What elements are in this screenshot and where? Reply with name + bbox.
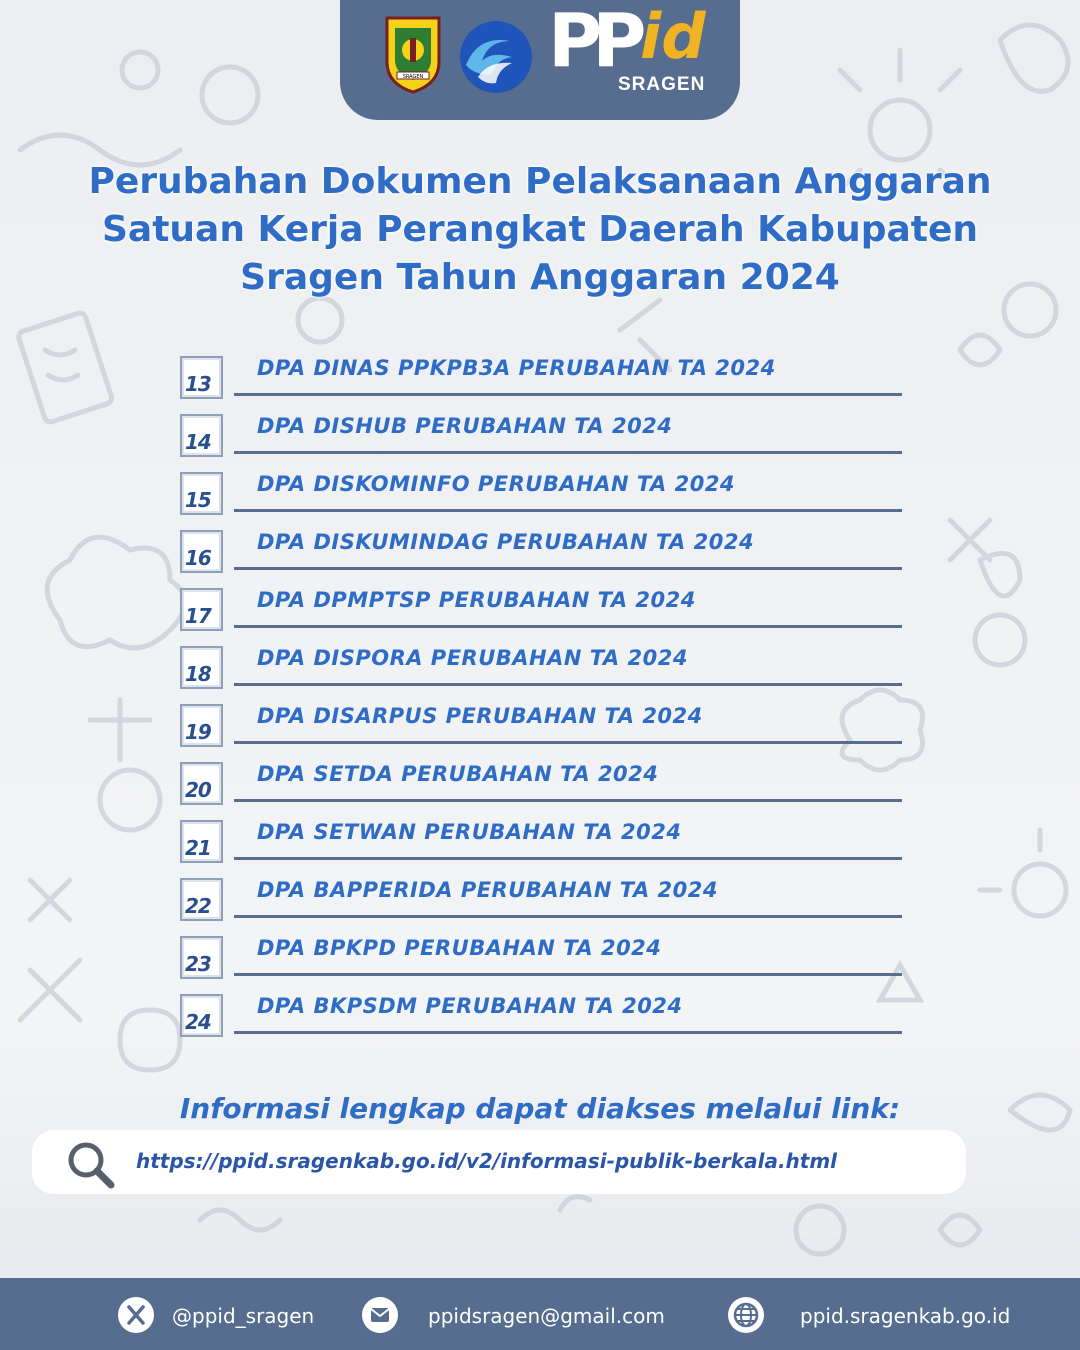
- item-label: DPA DISPORA PERUBAHAN TA 2024: [257, 646, 688, 670]
- globe-icon: [728, 1297, 764, 1333]
- list-item[interactable]: [180, 994, 902, 1042]
- page-title: [40, 158, 1040, 302]
- item-number: 14: [185, 430, 211, 454]
- item-label: DPA SETDA PERUBAHAN TA 2024: [257, 762, 659, 786]
- item-underline: [234, 625, 902, 628]
- item-number: 23: [185, 952, 211, 976]
- list-item[interactable]: [180, 762, 902, 810]
- item-label: DPA DISHUB PERUBAHAN TA 2024: [257, 414, 673, 438]
- footer-website-url: ppid.sragenkab.go.id: [800, 1304, 1011, 1328]
- list-item[interactable]: [180, 820, 902, 868]
- info-text: Informasi lengkap dapat diakses melalui link:: [179, 1092, 901, 1125]
- item-number: 20: [185, 778, 211, 802]
- list-item[interactable]: [180, 936, 902, 984]
- item-number: 22: [185, 894, 211, 918]
- item-number: 13: [185, 372, 211, 396]
- ppid-sragen-logo: [548, 0, 718, 96]
- item-number: 24: [185, 1010, 211, 1034]
- item-number: 15: [185, 488, 211, 512]
- item-number-box: [180, 646, 223, 689]
- item-label: DPA BPKPD PERUBAHAN TA 2024: [257, 936, 662, 960]
- x-icon: [118, 1297, 154, 1333]
- item-number-box: [180, 936, 223, 979]
- item-number-box: [180, 414, 223, 457]
- item-number-box: [180, 762, 223, 805]
- item-underline: [234, 857, 902, 860]
- svg-text:SRAGEN: SRAGEN: [402, 74, 424, 80]
- item-underline: [234, 567, 902, 570]
- item-number: 16: [185, 546, 211, 570]
- title-line-3: Sragen Tahun Anggaran 2024: [240, 257, 840, 298]
- title-line-2: Satuan Kerja Perangkat Daerah Kabupaten: [101, 209, 979, 250]
- item-number: 18: [185, 662, 211, 686]
- item-number-box: [180, 820, 223, 863]
- search-icon: [66, 1140, 118, 1190]
- kominfo-logo-icon: [458, 19, 534, 95]
- item-label: DPA SETWAN PERUBAHAN TA 2024: [257, 820, 682, 844]
- item-number-box: [180, 704, 223, 747]
- item-underline: [234, 915, 902, 918]
- title-line-1: Perubahan Dokumen Pelaksanaan Anggaran: [88, 161, 992, 202]
- item-number: 17: [185, 604, 211, 628]
- item-number-box: [180, 994, 223, 1037]
- item-underline: [234, 799, 902, 802]
- item-number: 21: [185, 836, 211, 860]
- list-item[interactable]: [180, 530, 902, 578]
- item-underline: [234, 683, 902, 686]
- ppid-logo-id: id: [640, 0, 706, 73]
- ppid-logo-subtitle: SRAGEN: [618, 74, 706, 95]
- item-label: DPA DISKOMINFO PERUBAHAN TA 2024: [257, 472, 736, 496]
- list-item[interactable]: [180, 878, 902, 926]
- ppid-logo-text: PP: [548, 0, 637, 84]
- item-number: 19: [185, 720, 211, 744]
- item-label: DPA DISARPUS PERUBAHAN TA 2024: [257, 704, 703, 728]
- sragen-crest-icon: [383, 14, 443, 96]
- item-underline: [234, 973, 902, 976]
- list-item[interactable]: [180, 356, 902, 404]
- item-label: DPA DPMPTSP PERUBAHAN TA 2024: [257, 588, 696, 612]
- list-item[interactable]: [180, 414, 902, 462]
- item-underline: [234, 509, 902, 512]
- item-number-box: [180, 530, 223, 573]
- footer: [0, 1278, 1080, 1350]
- item-label: DPA BKPSDM PERUBAHAN TA 2024: [257, 994, 683, 1018]
- list-item[interactable]: [180, 646, 902, 694]
- mail-icon: [362, 1297, 398, 1333]
- item-label: DPA DISKUMINDAG PERUBAHAN TA 2024: [257, 530, 755, 554]
- item-underline: [234, 393, 902, 396]
- list-item[interactable]: [180, 588, 902, 636]
- item-label: DPA DINAS PPKPB3A PERUBAHAN TA 2024: [257, 356, 776, 380]
- footer-twitter-handle: @ppid_sragen: [172, 1304, 315, 1328]
- info-link[interactable]: https://ppid.sragenkab.go.id/v2/informasi-publik-berkala.html: [136, 1149, 838, 1173]
- item-label: DPA BAPPERIDA PERUBAHAN TA 2024: [257, 878, 718, 902]
- item-number-box: [180, 588, 223, 631]
- item-number-box: [180, 472, 223, 515]
- item-underline: [234, 741, 902, 744]
- item-underline: [234, 1031, 902, 1034]
- item-number-box: [180, 878, 223, 921]
- item-number-box: [180, 356, 223, 399]
- footer-email-address: ppidsragen@gmail.com: [428, 1304, 665, 1328]
- item-underline: [234, 451, 902, 454]
- list-item[interactable]: [180, 704, 902, 752]
- list-item[interactable]: [180, 472, 902, 520]
